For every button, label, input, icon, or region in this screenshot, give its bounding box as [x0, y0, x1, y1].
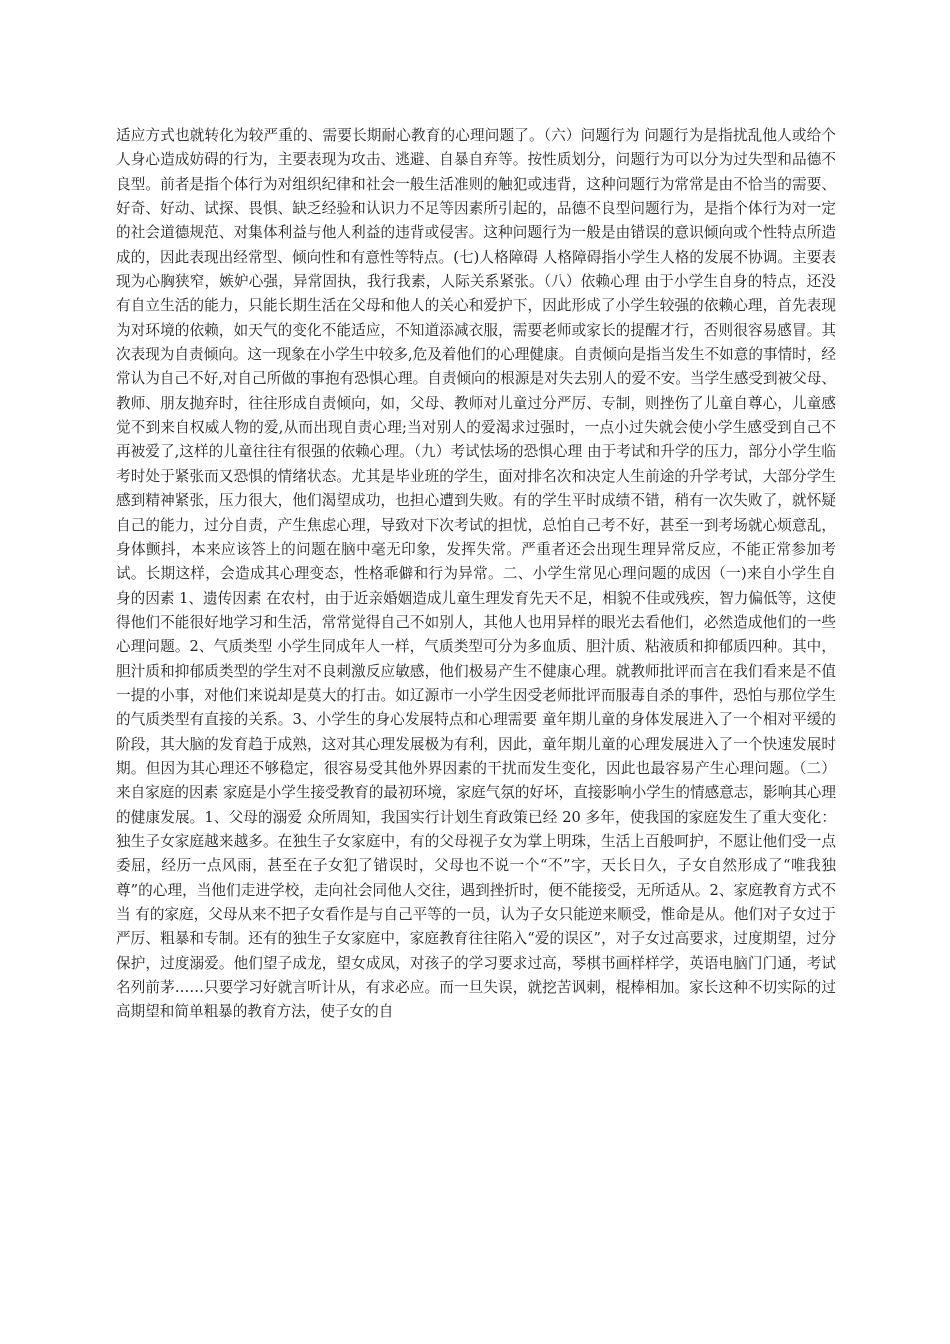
text-line: 眼光去看他们，必然造成他们的一些心理问题。2、气质类型 小学生同成年人一样，气质类型 [116, 613, 836, 656]
text-line: 适应方式也就转化为较严重的、需要长期耐心教育的心理问题了。（六）问题行为 问题行为 [116, 127, 704, 144]
text-line: 般呵护，不愿让他们受一点委屈，经历一点风雨，甚至在子女犯了错误时，父母也不说一个 [116, 832, 836, 875]
text-line: 就挖苦讽刺，棍棒相加。家长这种不切实际的过高期望和简单粗暴的教育方法，使子女的自 [116, 979, 836, 1021]
text-line: 人的关心和爱护下，因此形成了小学生较强的依赖心理，首先表现为对环境的依赖，如天气 [116, 297, 836, 339]
text-line: 成其心理变态，性格乖僻和行为异常。二、小学生常见心理问题的成因（一)来自小学生自身 [116, 565, 836, 607]
text-line: 为自责倾向。这一现象在小学生中较多,危及着他们的心理健康。自责倾向是指当发生不如意 [159, 346, 749, 364]
text-line: 反应敏感，他们极易产生不健康心理。就教师批评而言在我们看来是不值一提的小事，对他 [116, 662, 836, 704]
text-line: “不”字，天长日久，子女自然形成了“唯我独尊”的心理，当他们走进学校，走向社会同他 [116, 857, 836, 899]
text-line: 把子女看作是与自己平等的一员，认为子女只能逆来顺受，惟命是从。他们对子女过于严厉、 [116, 906, 836, 948]
text-line: 力偏低等，这使得他们不能很好地学习和生活，常常觉得自己不如别人，其他人也用异样的 [116, 589, 836, 631]
text-line: 的事情时，经常认为自己不好,对自己所做的事抱有恐惧心理。自责倾向的根源是对失去别人 [116, 346, 836, 388]
text-line: 接受教育的最初环境，家庭气氛的好坏，直接影响小学生的情感意志，影响其心理的健康发 [116, 784, 836, 826]
text-line: 因素的干扰而发生变化，因此也最容易产生心理问题。（二）来自家庭的因素 家庭是小学生 [116, 759, 836, 802]
text-line: 的变化不能适应，不知道添减衣服，需要老师或家长的提醒才行，否则很容易感冒。其次表现 [116, 321, 836, 364]
text-line: （八）依赖心理 由于小学生自身的特点，还没有自立生活的能力，只能长期生活在父母和他 [116, 273, 836, 315]
text-line: 可分为多血质、胆汁质、粘液质和抑郁质四种。其中，胆汁质和抑郁质类型的学生对不良刺激 [116, 638, 836, 680]
text-line: 试的担忧，总怕自己考不好，甚至一到考场就心烦意乱，身体颤抖，本来应该答上的问题在脑 [116, 516, 836, 558]
text-line: 是指扰乱他人或给个人身心造成妨碍的行为，主要表现为攻击、逃避、自暴自弃等。按性质划 [116, 127, 836, 169]
text-line: 生的气质类型有直接的关系。3、小学生的身心发展特点和心理需要 童年期儿童的身体发展 [116, 686, 836, 729]
text-line: 准则的触犯或违背，这种问题行为常常是由不恰当的需要、好奇、好动、试探、畏惧、缺乏经验 [116, 175, 836, 218]
text-line: 度期望，过分保护，过度溺爱。他们望子成龙，望女成凤，对孩子的学习要求过高，琴棋书画样 [116, 930, 836, 972]
text-line: 样学，英语电脑门门通，考试名列前茅……只要学习好就言听计从，有求必应。而一旦失误， [116, 954, 836, 997]
text-line: 往往有很强的依赖心理。（九）考试怯场的恐惧心理 由于考试和升学的压力，部分小学生临 [252, 443, 837, 461]
text-line: 考时处于紧张而又恐惧的情绪状态。尤其是毕业班的学生，面对排名次和决定人生前途的升 [116, 467, 704, 485]
text-line: 大变化：独生子女家庭越来越多。在独生子女家庭中，有的父母视子女为掌上明珠，生活上百 [116, 808, 836, 850]
text-line: 和认识力不足等因素所引起的，品德不良型问题行为，是指个体行为对一定的社会道德规范、 [116, 200, 836, 242]
text-line: 格的发展不协调。主要表现为心胸狭窄，嫉妒心强，异常固执，我行我素，人际关系紧张。 [116, 248, 836, 291]
text-line: 分，问题行为可以分为过失型和品德不良型。前者是指个体行为对组织纪律和社会一般生活 [116, 151, 836, 193]
text-line: 童过分严厉、专制，则挫伤了儿童自尊心，儿童感觉不到来自权威人物的爱,从而出现自责心 [116, 394, 836, 437]
text-line: 理;当对别人的爱渴求过强时，一点小过失就会使小学生感受到自己不再被爱了,这样的儿童 [116, 419, 837, 461]
text-line: 时成绩不错，稍有一次失败了，就怀疑自己的能力，过分自责，产生焦虑心理，导致对下次考 [116, 492, 836, 534]
text-line: 中毫无印象，发挥失常。严重者还会出现生理异常反应，不能正常参加考试。长期这样，会造 [116, 540, 836, 583]
text-line: 进入了一个相对平缓的阶段，其大脑的发育趋于成熟，这对其心理发展极为有利，因此，童年 [116, 711, 836, 753]
text-line: 展。1、父母的溺爱 众所周知，我国实行计划生育政策已经 20 多年，使我国的家庭发生了重 [174, 808, 778, 826]
text-line: 的爱不安。当学生感受到被父母、教师、朋友抛弃时，往往形成自责倾向，如，父母、教师对儿 [116, 370, 836, 412]
text-line: 所造成的，因此表现出经常型、倾向性和有意性等特点。(七)人格障碍 人格障碍指小学生人 [116, 224, 836, 266]
text-line: 们来说却是莫大的打击。如辽源市一小学生因受老师批评而服毒自杀的事件，恐怕与那位学 [233, 686, 822, 704]
text-line: 学考试，大部分学生感到精神紧张，压力很大，他们渴望成功，也担心遭到失败。有的学生平 [116, 467, 836, 510]
text-line: 期儿童的心理发展进入了一个快速发展时期。但因为其心理还不够稳定，很容易受其他外界 [116, 735, 836, 777]
document-body-text [116, 124, 836, 1025]
text-line: 的因素 1、遗传因素 在农村，由于近亲婚姻造成儿童生理发育先天不足，相貌不佳或残疾，智 [130, 589, 734, 607]
text-line: 对集体利益与他人利益的违背或侵害。这种问题行为一般是由错误的意识倾向或个性特点 [233, 224, 807, 242]
text-line: 粗暴和专制。还有的独生子女家庭中，家庭教育往往陷入“爱的误区”，对子女过高要求，过 [160, 930, 748, 948]
text-line: 人交往，遇到挫折时，便不能接受，无所适从。2、家庭教育方式不当 有的家庭，父母从来不 [116, 881, 836, 923]
